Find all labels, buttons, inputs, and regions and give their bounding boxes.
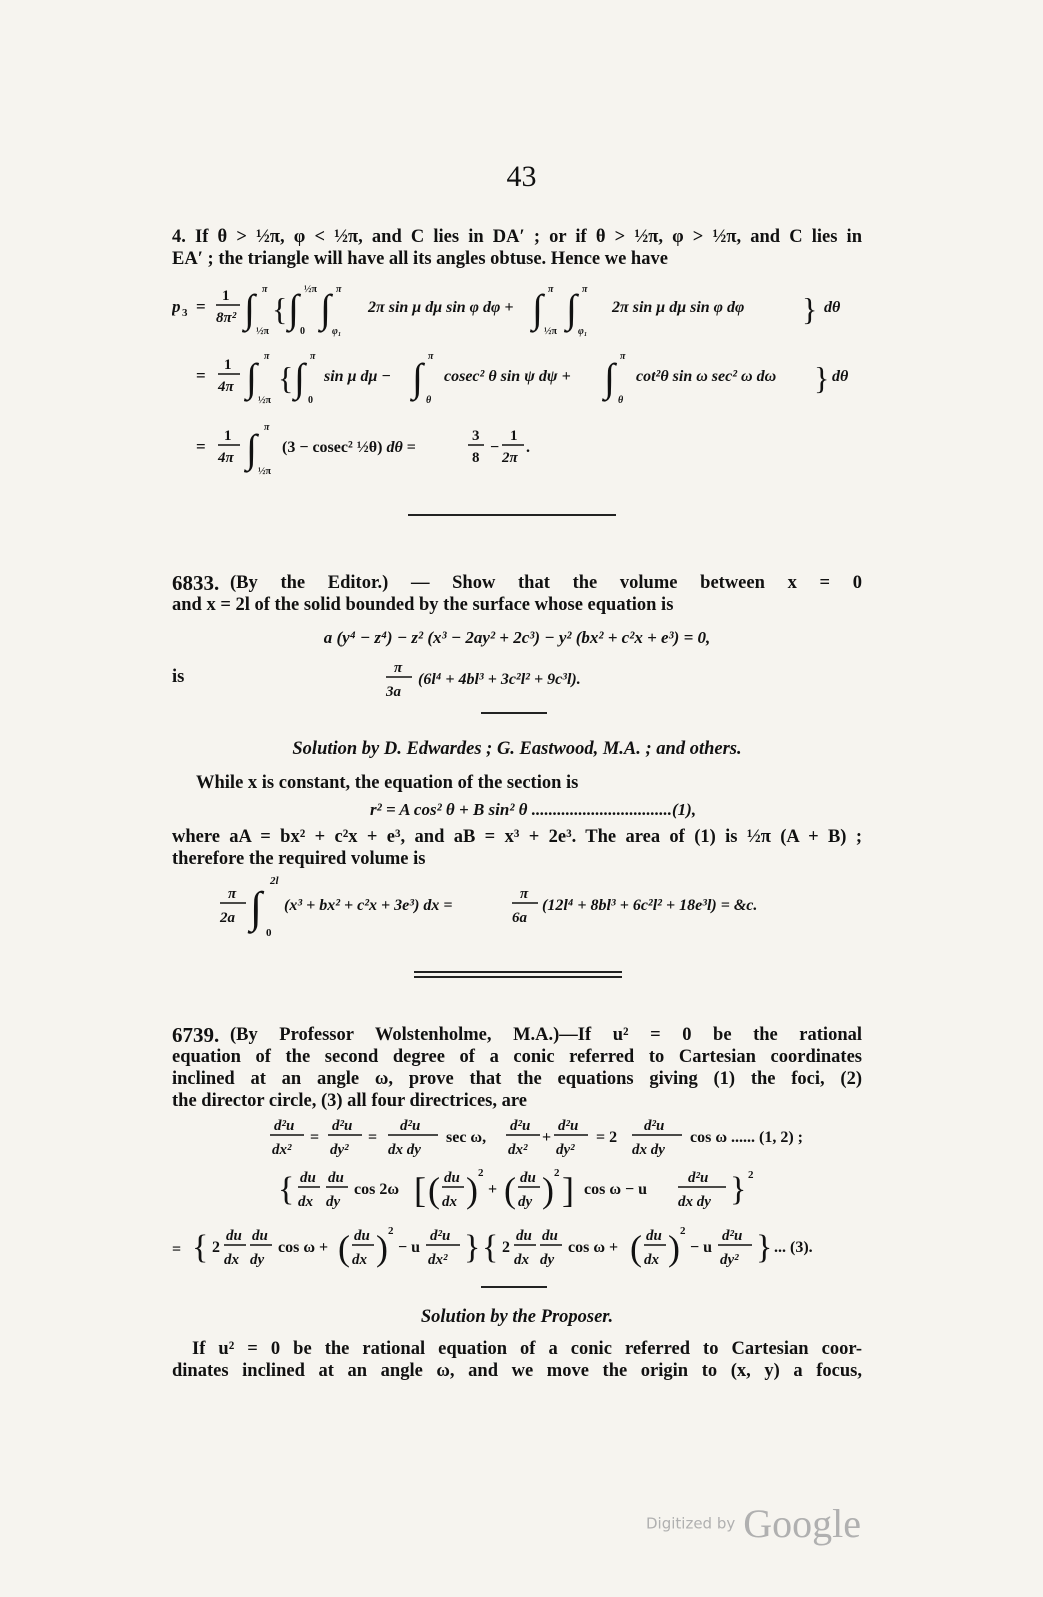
svg-text:π: π [310, 351, 316, 362]
q6833-equation: a (y⁴ − z⁴) − z² (x³ − 2ay² + 2c³) − y² (bx² + c²x + e³) = 0, [323, 628, 711, 647]
svg-text:}: } [802, 291, 818, 327]
svg-text:d²u: d²u [688, 1170, 709, 1186]
svg-text:d²u: d²u [558, 1118, 579, 1134]
svg-text:dx: dx [298, 1194, 313, 1210]
q6739-number: 6739. [172, 1023, 220, 1047]
svg-text:d²u: d²u [644, 1118, 665, 1134]
short-rule [481, 712, 547, 714]
svg-text:du: du [328, 1170, 344, 1186]
svg-text:1: 1 [222, 288, 230, 304]
svg-text:π: π [520, 886, 529, 902]
svg-text:cos 2ω: cos 2ω [354, 1181, 400, 1198]
svg-text:∫: ∫ [412, 355, 423, 400]
svg-text:− u: − u [690, 1239, 713, 1256]
svg-text:dθ: dθ [832, 368, 849, 385]
svg-text:dx: dx [644, 1252, 659, 1268]
svg-text:φ₁: φ₁ [578, 326, 588, 337]
svg-text:sec ω,: sec ω, [446, 1129, 487, 1146]
svg-text:2: 2 [478, 1167, 484, 1179]
svg-text:}: } [756, 1229, 773, 1266]
svg-text:(: ( [504, 1170, 516, 1210]
svg-text:=: = [196, 297, 206, 316]
svg-text:dx²: dx² [272, 1142, 292, 1158]
svg-text:... (3).: ... (3). [774, 1239, 813, 1256]
case4-line2: EA′ ; the triangle will have all its angles obtuse. Hence we have [172, 249, 668, 269]
svg-text:∫: ∫ [320, 286, 331, 331]
q6739-line2: equation of the second degree of a conic referred to Cartesian coordinates [172, 1047, 862, 1067]
svg-text:0: 0 [266, 927, 272, 938]
svg-text:dx: dx [352, 1252, 367, 1268]
svg-text:+: + [488, 1181, 498, 1198]
svg-text:p: p [172, 297, 181, 316]
svg-text:π: π [262, 284, 268, 295]
svg-text:du: du [520, 1170, 536, 1186]
svg-text:.: . [526, 439, 530, 456]
svg-text:½π: ½π [258, 395, 271, 406]
q6833-sol-eq2 [214, 868, 854, 938]
q6739-solution-heading: Solution by the Proposer. [420, 1307, 614, 1327]
svg-text:∫: ∫ [566, 286, 577, 331]
svg-text:−: − [490, 439, 500, 456]
svg-text:2: 2 [388, 1225, 394, 1237]
svg-text:∫: ∫ [244, 286, 255, 331]
svg-text:=: = [196, 437, 206, 456]
svg-text:(: ( [428, 1170, 440, 1210]
svg-text:dx: dx [442, 1194, 457, 1210]
svg-text:π: π [582, 284, 588, 295]
svg-text:=: = [196, 366, 206, 385]
q6833-line1: (By the Editor.) — Show that the volume between x = 0 [230, 573, 862, 593]
svg-text:3: 3 [472, 428, 480, 444]
svg-text:6a: 6a [512, 910, 527, 926]
svg-text:π: π [620, 351, 626, 362]
svg-text:½π: ½π [544, 326, 557, 337]
svg-text:(12l⁴ + 8bl³ + 6c²l² + 18e³l): (12l⁴ + 8bl³ + 6c²l² + 18e³l) = &c. [542, 897, 758, 914]
q6833-line2: and x = 2l of the solid bounded by the surface whose equation is [172, 595, 674, 615]
svg-text:π: π [264, 422, 270, 433]
svg-text:½π: ½π [258, 466, 271, 477]
svg-text:(: ( [338, 1228, 350, 1268]
svg-text:): ) [668, 1228, 680, 1268]
section-divider [408, 514, 616, 516]
svg-text:dx dy: dx dy [632, 1142, 665, 1158]
svg-text:]: ] [562, 1170, 574, 1210]
svg-text:dy²: dy² [720, 1252, 739, 1268]
svg-text:3a: 3a [386, 684, 401, 700]
q6833-sol-line2: where aA = bx² + c²x + e³, and aB = x³ + 2e³. The area of (1) is ½π (A + B) ; [172, 827, 862, 847]
svg-text:4π: 4π [218, 379, 234, 395]
q6739-line1: (By Professor Wolstenholme, M.A.)—If u² = 0 be the rational [230, 1025, 862, 1045]
svg-text:π: π [548, 284, 554, 295]
svg-text:π: π [264, 351, 270, 362]
svg-text:du: du [542, 1228, 558, 1244]
svg-text:π: π [394, 660, 403, 676]
q6833-solution-heading: Solution by D. Edwardes ; G. Eastwood, M.A. ; and others. [292, 739, 742, 759]
svg-text:2: 2 [554, 1167, 560, 1179]
svg-text:dθ: dθ [824, 299, 841, 316]
svg-text:du: du [300, 1170, 316, 1186]
svg-text:(: ( [630, 1228, 642, 1268]
q6833-sol-line3: therefore the required volume is [172, 849, 426, 869]
short-rule-2 [481, 1286, 547, 1288]
svg-text:3: 3 [182, 307, 188, 319]
svg-text:2a: 2a [220, 910, 235, 926]
q6739-line4: the director circle, (3) all four directrices, are [172, 1091, 527, 1111]
svg-text:du: du [226, 1228, 242, 1244]
svg-text:0: 0 [300, 326, 305, 337]
svg-text:∫: ∫ [246, 426, 257, 471]
svg-text:{: { [278, 1171, 295, 1208]
svg-text:cosec² θ sin ψ dψ +: cosec² θ sin ψ dψ + [444, 368, 571, 385]
q6833-sol-eq1: r² = A cos² θ + B sin² θ .................................(1), [370, 800, 697, 819]
case4-line1: 4. If θ > ½π, φ < ½π, and C lies in DA′ ; or if θ > ½π, φ > ½π, and C lies in [172, 227, 862, 247]
svg-text:2: 2 [680, 1225, 686, 1237]
svg-text:8: 8 [472, 450, 480, 466]
svg-text:{: { [482, 1229, 499, 1266]
svg-text:du: du [516, 1228, 532, 1244]
svg-text:∫: ∫ [604, 355, 615, 400]
digitized-watermark [646, 1500, 861, 1547]
svg-text:π: π [428, 351, 434, 362]
q6739-sol-line2: dinates inclined at an angle ω, and we move the origin to (x, y) a focus, [172, 1361, 862, 1381]
svg-text:∫: ∫ [250, 883, 263, 932]
svg-text:2π: 2π [502, 450, 518, 466]
q6833-result [384, 654, 664, 704]
svg-text:dy: dy [518, 1194, 533, 1210]
case4-eq3 [190, 416, 590, 480]
svg-text:): ) [376, 1228, 388, 1268]
svg-text:[: [ [414, 1170, 426, 1210]
watermark-prefix: Digitized by [646, 1514, 736, 1533]
svg-text:d²u: d²u [274, 1118, 295, 1134]
svg-text:2: 2 [212, 1239, 220, 1256]
svg-text:): ) [466, 1170, 478, 1210]
svg-text:2: 2 [748, 1169, 754, 1181]
svg-text:θ: θ [426, 395, 432, 406]
svg-text:∫: ∫ [288, 286, 299, 331]
svg-text:d²u: d²u [430, 1228, 451, 1244]
svg-text:dy: dy [326, 1194, 341, 1210]
svg-text:=: = [172, 1241, 182, 1258]
svg-text:dy²: dy² [330, 1142, 349, 1158]
svg-text:}: } [814, 360, 830, 396]
q6833-number: 6833. [172, 571, 220, 595]
q6739-eq2 [278, 1162, 778, 1220]
svg-text:1: 1 [224, 428, 232, 444]
svg-text:d²u: d²u [722, 1228, 743, 1244]
svg-text:sin μ dμ −: sin μ dμ − [324, 368, 392, 385]
case4-eq1 [172, 278, 872, 338]
case4-eq2 [190, 345, 870, 407]
svg-text:du: du [646, 1228, 662, 1244]
svg-text:du: du [252, 1228, 268, 1244]
svg-text:du: du [354, 1228, 370, 1244]
svg-text:φ₁: φ₁ [332, 326, 342, 337]
svg-text:{: { [278, 360, 294, 396]
svg-text:½π: ½π [256, 326, 269, 337]
svg-text:2π sin μ dμ sin φ dφ: 2π sin μ dμ sin φ dφ [612, 299, 745, 316]
svg-text:8π²: 8π² [216, 310, 237, 326]
svg-text:1: 1 [224, 357, 232, 373]
svg-text:): ) [542, 1170, 554, 1210]
svg-text:{: { [272, 291, 288, 327]
svg-text:2π sin μ dμ sin φ dφ +: 2π sin μ dμ sin φ dφ + [368, 299, 514, 316]
svg-text:∫: ∫ [532, 286, 543, 331]
svg-text:cos ω − u: cos ω − u [584, 1181, 648, 1198]
svg-text:+: + [542, 1129, 552, 1146]
svg-text:0: 0 [308, 395, 313, 406]
svg-text:dy: dy [250, 1252, 265, 1268]
svg-text:2: 2 [502, 1239, 510, 1256]
svg-text:dy: dy [540, 1252, 555, 1268]
svg-text:dx: dx [514, 1252, 529, 1268]
google-logo: Google [743, 1501, 862, 1546]
svg-text:dx dy: dx dy [678, 1194, 711, 1210]
svg-text:= 2: = 2 [596, 1129, 618, 1146]
svg-text:{: { [192, 1229, 209, 1266]
svg-text:cos ω ...... (1, 2) ;: cos ω ...... (1, 2) ; [690, 1129, 804, 1146]
q6739-line3: inclined at an angle ω, prove that the equations giving (1) the foci, (2) [172, 1069, 862, 1089]
svg-text:(x³ + bx² + c²x + 3e³) dx =: (x³ + bx² + c²x + 3e³) dx = [284, 897, 453, 914]
svg-text:1: 1 [510, 428, 518, 444]
svg-text:cos ω +: cos ω + [278, 1239, 329, 1256]
svg-text:dy²: dy² [556, 1142, 575, 1158]
svg-text:½π: ½π [304, 284, 317, 295]
q6833-sol-line1: While x is constant, the equation of the section is [196, 773, 579, 793]
svg-text:π: π [336, 284, 342, 295]
svg-text:2l: 2l [270, 875, 279, 887]
double-rule-bottom [414, 976, 622, 978]
svg-text:d²u: d²u [400, 1118, 421, 1134]
svg-text:du: du [444, 1170, 460, 1186]
svg-text:(6l⁴ + 4bl³ + 3c²l² + 9c³l).: (6l⁴ + 4bl³ + 3c²l² + 9c³l). [418, 671, 581, 688]
svg-text:4π: 4π [218, 450, 234, 466]
page-number: 43 [506, 160, 537, 193]
svg-text:∫: ∫ [294, 355, 305, 400]
svg-text:cos ω +: cos ω + [568, 1239, 619, 1256]
q6739-sol-line1: If u² = 0 be the rational equation of a conic referred to Cartesian coor- [192, 1339, 862, 1359]
svg-text:(3 − cosec² ½θ) dθ =: (3 − cosec² ½θ) dθ = [282, 439, 416, 456]
svg-text:}: } [730, 1171, 747, 1208]
svg-text:=: = [368, 1129, 378, 1146]
svg-text:cot²θ sin ω sec² ω dω: cot²θ sin ω sec² ω dω [636, 368, 777, 385]
svg-text:d²u: d²u [332, 1118, 353, 1134]
svg-text:π: π [228, 886, 237, 902]
svg-text:dx²: dx² [508, 1142, 528, 1158]
svg-text:dx: dx [224, 1252, 239, 1268]
svg-text:− u: − u [398, 1239, 421, 1256]
svg-text:∫: ∫ [246, 355, 257, 400]
double-rule-top [414, 971, 622, 973]
svg-text:θ: θ [618, 395, 624, 406]
svg-text:dx²: dx² [428, 1252, 448, 1268]
q6739-eq3 [172, 1220, 872, 1278]
svg-text:}: } [464, 1229, 481, 1266]
svg-text:dx dy: dx dy [388, 1142, 421, 1158]
q6833-is-label: is [172, 667, 185, 687]
q6739-eq1 [270, 1112, 870, 1162]
svg-text:d²u: d²u [510, 1118, 531, 1134]
svg-text:=: = [310, 1129, 320, 1146]
